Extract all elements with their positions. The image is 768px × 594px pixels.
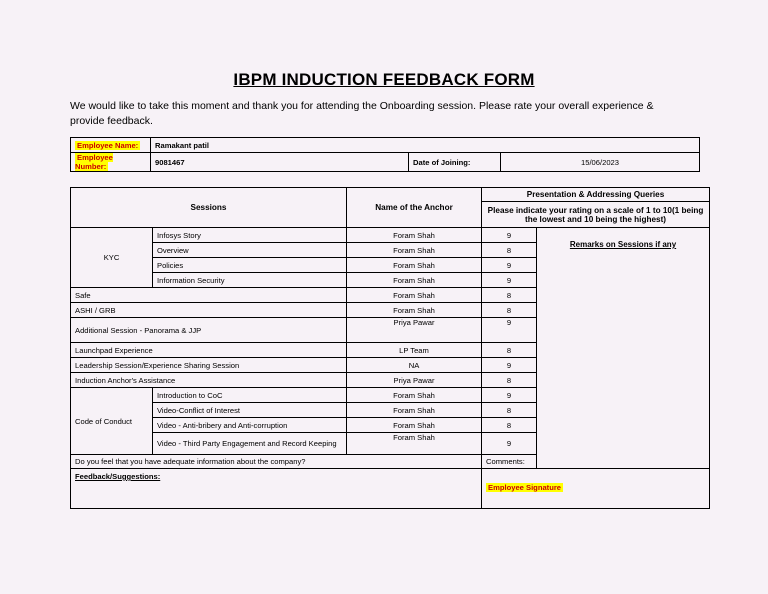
rating-cell[interactable]: 8 <box>482 303 537 318</box>
anchor-name: LP Team <box>347 343 482 358</box>
date-of-joining-label: Date of Joining: <box>409 153 501 172</box>
kyc-group-label: KYC <box>71 228 153 288</box>
session-name: Additional Session - Panorama & JJP <box>71 318 347 343</box>
rating-cell[interactable]: 9 <box>482 318 537 343</box>
rating-cell[interactable]: 8 <box>482 418 537 433</box>
anchor-name: Foram Shah <box>347 273 482 288</box>
rating-cell[interactable]: 8 <box>482 403 537 418</box>
session-name: Induction Anchor's Assistance <box>71 373 347 388</box>
remarks-header: Remarks on Sessions if any <box>569 240 677 249</box>
form-title: IBPM INDUCTION FEEDBACK FORM <box>233 70 535 89</box>
anchor-name: Foram Shah <box>347 228 482 243</box>
anchor-name: Priya Pawar <box>347 373 482 388</box>
anchor-name: Foram Shah <box>347 243 482 258</box>
question-text: Do you feel that you have adequate information about the company? <box>71 455 482 469</box>
feedback-cell[interactable] <box>71 469 482 509</box>
rating-cell[interactable]: 9 <box>482 273 537 288</box>
sessions-header: Sessions <box>71 188 347 228</box>
session-name: Video-Conflict of Interest <box>153 403 347 418</box>
feedback-table <box>70 187 710 509</box>
session-name: ASHI / GRB <box>71 303 347 318</box>
session-name: Safe <box>71 288 347 303</box>
rating-cell[interactable]: 9 <box>482 358 537 373</box>
anchor-name: Foram Shah <box>347 418 482 433</box>
rating-cell[interactable]: 8 <box>482 288 537 303</box>
anchor-header: Name of the Anchor <box>347 188 482 228</box>
signature-cell[interactable] <box>482 469 710 509</box>
rating-cell[interactable]: 9 <box>482 388 537 403</box>
signature-label: Employee Signature <box>488 483 562 492</box>
rating-cell[interactable]: 8 <box>482 373 537 388</box>
rating-scale-header: Please indicate your rating on a scale of 1 to 10(1 being the lowest and 10 being the highest) <box>482 202 710 228</box>
date-of-joining-value[interactable]: 15/06/2023 <box>501 153 700 172</box>
anchor-name: Foram Shah <box>347 258 482 273</box>
rating-cell[interactable]: 9 <box>482 228 537 243</box>
session-name: Overview <box>153 243 347 258</box>
presentation-header: Presentation & Addressing Queries <box>482 188 710 202</box>
anchor-name: Foram Shah <box>347 288 482 303</box>
employee-number-value[interactable]: 9081467 <box>151 153 409 172</box>
session-name: Launchpad Experience <box>71 343 347 358</box>
anchor-name: Foram Shah <box>347 433 482 455</box>
session-name: Infosys Story <box>153 228 347 243</box>
intro-text: We would like to take this moment and thank you for attending the Onboarding session. Please rate your overall experience & provide feedback. <box>70 100 654 127</box>
anchor-name: Foram Shah <box>347 403 482 418</box>
coc-group-label: Code of Conduct <box>71 388 153 455</box>
anchor-name: Priya Pawar <box>347 318 482 343</box>
employee-number-label: Employee Number: <box>71 153 151 172</box>
rating-cell[interactable]: 8 <box>482 343 537 358</box>
session-name: Policies <box>153 258 347 273</box>
rating-cell[interactable]: 9 <box>482 433 537 455</box>
comments-label: Comments: <box>482 455 537 469</box>
rating-cell[interactable]: 8 <box>482 243 537 258</box>
anchor-name: Foram Shah <box>347 388 482 403</box>
session-name: Video - Anti-bribery and Anti-corruption <box>153 418 347 433</box>
anchor-name: NA <box>347 358 482 373</box>
remarks-cell[interactable] <box>537 228 710 469</box>
feedback-label: Feedback/Suggestions: <box>75 472 161 481</box>
anchor-name: Foram Shah <box>347 303 482 318</box>
session-name: Introduction to CoC <box>153 388 347 403</box>
rating-cell[interactable]: 9 <box>482 258 537 273</box>
session-name: Video - Third Party Engagement and Record Keeping <box>153 433 347 455</box>
employee-info-table <box>70 137 700 172</box>
employee-name-label: Employee Name: <box>71 138 151 153</box>
employee-name-value[interactable]: Ramakant patil <box>151 138 700 153</box>
session-name: Information Security <box>153 273 347 288</box>
session-name: Leadership Session/Experience Sharing Session <box>71 358 347 373</box>
